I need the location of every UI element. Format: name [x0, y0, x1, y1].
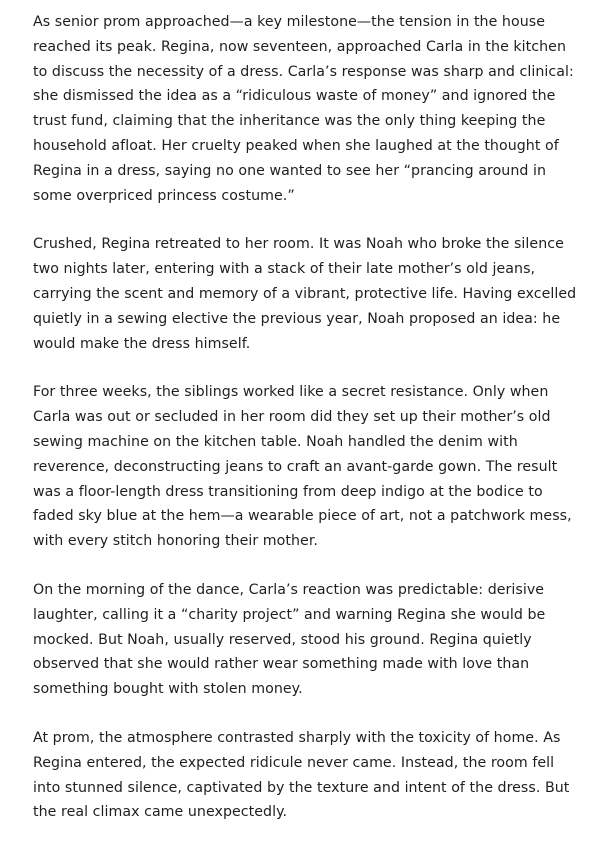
- paragraph-at-prom: At prom, the atmosphere contrasted sharply with the toxicity of home. As Regina entered, the expected ridicule never came. Instead, the room fell into stunned silence, captivated by the texture and intent of the dress. But the real climax came unexpectedly.: [33, 729, 570, 821]
- paragraph-noah-idea: Crushed, Regina retreated to her room. It was Noah who broke the silence two nights later, entering with a stack of their late mother’s old jeans, carrying the scent and memory of a vibrant, protective life. Having excelled quietly in a sewing elective the previous year, Noah proposed an idea: he would make the dress himself.: [33, 236, 577, 352]
- article-body: [33, 10, 578, 849]
- paragraph-sewing-the-dress: For three weeks, the siblings worked like a secret resistance. Only when Carla was out or secluded in her room did they set up their mother’s old sewing machine on the kitchen table. Noah handled the denim with reverence, deconstructing jeans to craft an avant-garde gown. The result was a floor-length dress transitioning from deep indigo at the bodice to faded sky blue at the hem—a wearable piece of art, not a patchwork mess, with every stitch honoring their mother.: [33, 384, 572, 550]
- paragraph-prom-dress-request: As senior prom approached—a key milestone—the tension in the house reached its peak. Regina, now seventeen, approached Carla in the kitchen to discuss the necessity of a dress. Carla’s response was sharp and clinical: she dismissed the idea as a “ridiculous waste of money” and ignored the trust fund, claiming that the inheritance was the only thing keeping the household afloat. Her cruelty peaked when she laughed at the thought of Regina in a dress, saying no one wanted to see her “prancing around in some overpriced princess costume.”: [33, 14, 574, 204]
- paragraph-morning-of-dance: On the morning of the dance, Carla’s reaction was predictable: derisive laughter, calling it a “charity project” and warning Regina she would be mocked. But Noah, usually reserved, stood his ground. Regina quietly observed that she would rather wear something made with love than something bought with stolen money.: [33, 581, 546, 698]
